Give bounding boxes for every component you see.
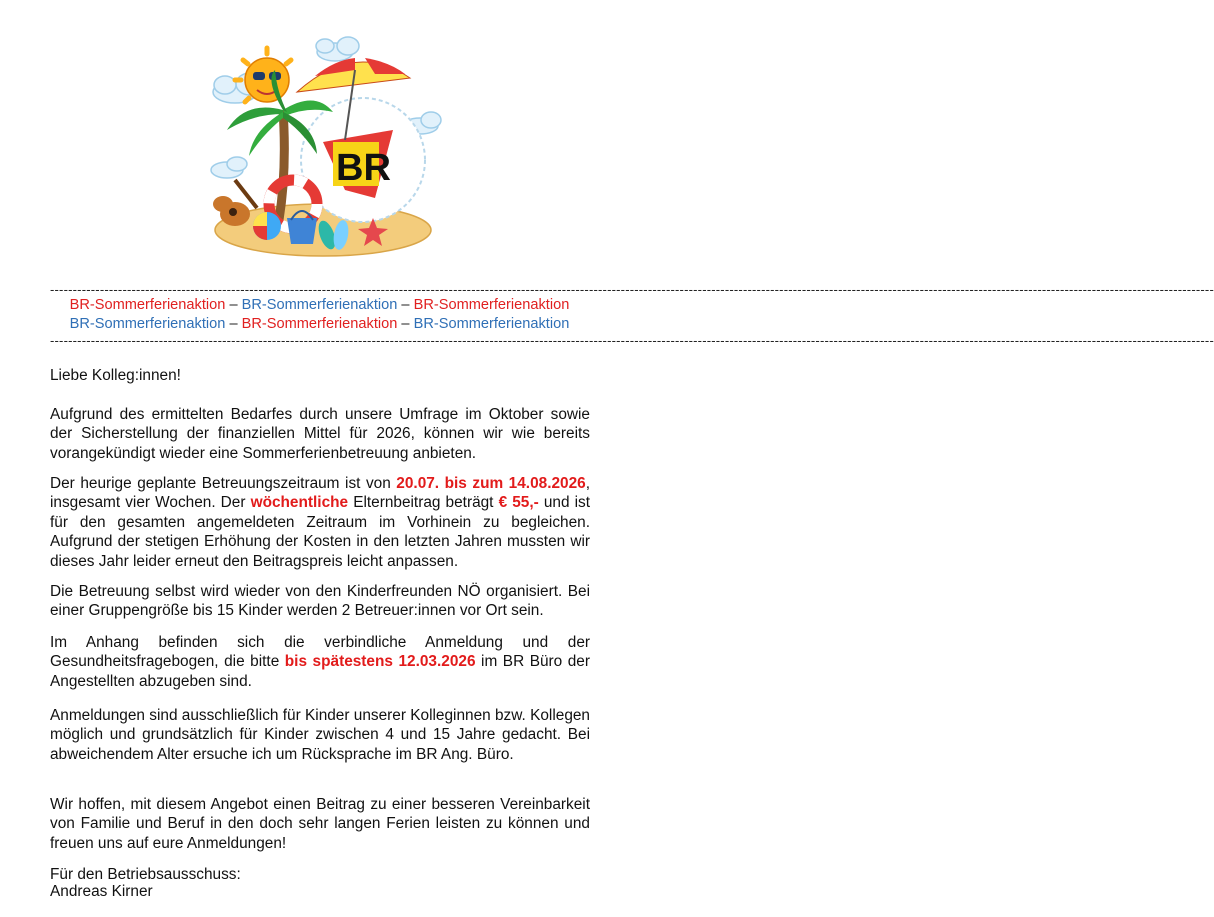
text: Der heurige geplante Betreuungszeitraum ist von — [50, 475, 397, 492]
paragraph-schedule — [50, 474, 590, 571]
text: und ist für den gesamten angemeldeten Zeitraum im Vorhinein zu begleichen. Aufgrund der stetigen Erhöhung der Kosten in den letzten Jahren mussten wir dieses Jahr leider erneut den Beitragspreis leicht anpassen. — [50, 494, 591, 570]
paragraph-organizer: Die Betreuung selbst wird wieder von den Kinderfreunden NÖ organisiert. Bei einer Gruppengröße bis 15 Kinder werden 2 Betreuer:innen vor Ort sein. — [50, 583, 590, 620]
divider-top: ----------------------------------------------------------------------------------------------------------------------------------------------------------------------------------------------------------------------------------------------------------------- — [50, 282, 1214, 297]
cloud-icon — [211, 157, 247, 178]
paragraph-eligibility: Anmeldungen sind ausschließlich für Kinder unserer Kolleginnen bzw. Kollegen möglich und grundsätzlich für Kinder zwischen 4 und 15 Jahre gedacht. Bei abweichendem Alter ersuche ich um Rücksprache im BR Ang. Büro. — [50, 707, 590, 763]
banner-row-2 — [0, 315, 639, 333]
divider-bottom: ----------------------------------------------------------------------------------------------------------------------------------------------------------------------------------------------------------------------------------------------------------------- — [50, 333, 1214, 348]
banner-label: BR-Sommerferienaktion — [241, 297, 398, 313]
banner-label: BR-Sommerferienaktion — [69, 316, 226, 332]
banner-label: BR-Sommerferienaktion — [241, 316, 398, 332]
banner-label: BR-Sommerferienaktion — [69, 297, 226, 313]
banner-separator: – — [229, 316, 238, 332]
greeting: Liebe Kolleg:innen! — [50, 367, 181, 384]
text: , insgesamt vier Wochen. Der — [50, 475, 590, 512]
text: Elternbeitrag beträgt — [348, 494, 499, 512]
banner-separator: – — [401, 316, 410, 332]
price: € 55,- — [498, 494, 539, 512]
signoff: Für den Betriebsausschuss: — [50, 866, 241, 883]
paragraph-attachment — [50, 633, 590, 691]
cloud-icon — [316, 37, 359, 61]
logo-text: BR — [336, 147, 391, 189]
banner-separator: – — [401, 297, 410, 313]
banner-row-1 — [0, 296, 639, 314]
beach-ball-icon — [253, 212, 281, 240]
signer-name: Andreas Kirner — [50, 883, 153, 900]
banner-separator: – — [229, 297, 238, 313]
summer-illustration — [205, 30, 445, 270]
deadline: bis spätestens 12.03.2026 — [284, 653, 476, 671]
banner-label: BR-Sommerferienaktion — [413, 297, 570, 313]
paragraph-closing: Wir hoffen, mit diesem Angebot einen Beitrag zu einer besseren Vereinbarkeit von Familie und Beruf in den doch sehr langen Ferien leisten zu können und freuen uns auf eure Anmeldungen! — [50, 796, 590, 852]
text: Im Anhang befinden sich die verbindliche Anmeldung und der Gesundheitsfragebogen, die bitte — [50, 634, 590, 671]
banner-label: BR-Sommerferienaktion — [413, 316, 570, 332]
text: im BR Büro der Angestellten abzugeben sind. — [50, 653, 590, 690]
date-range: 20.07. bis zum 14.08.2026 — [396, 475, 586, 492]
paragraph-intro: Aufgrund des ermittelten Bedarfes durch unsere Umfrage im Oktober sowie der Sicherstellung der finanziellen Mittel für 2026, können wir wie bereits vorangekündigt wieder eine Sommerferienbetreuung anbieten. — [50, 406, 590, 462]
weekly-emphasis: wöchentliche — [250, 494, 349, 512]
